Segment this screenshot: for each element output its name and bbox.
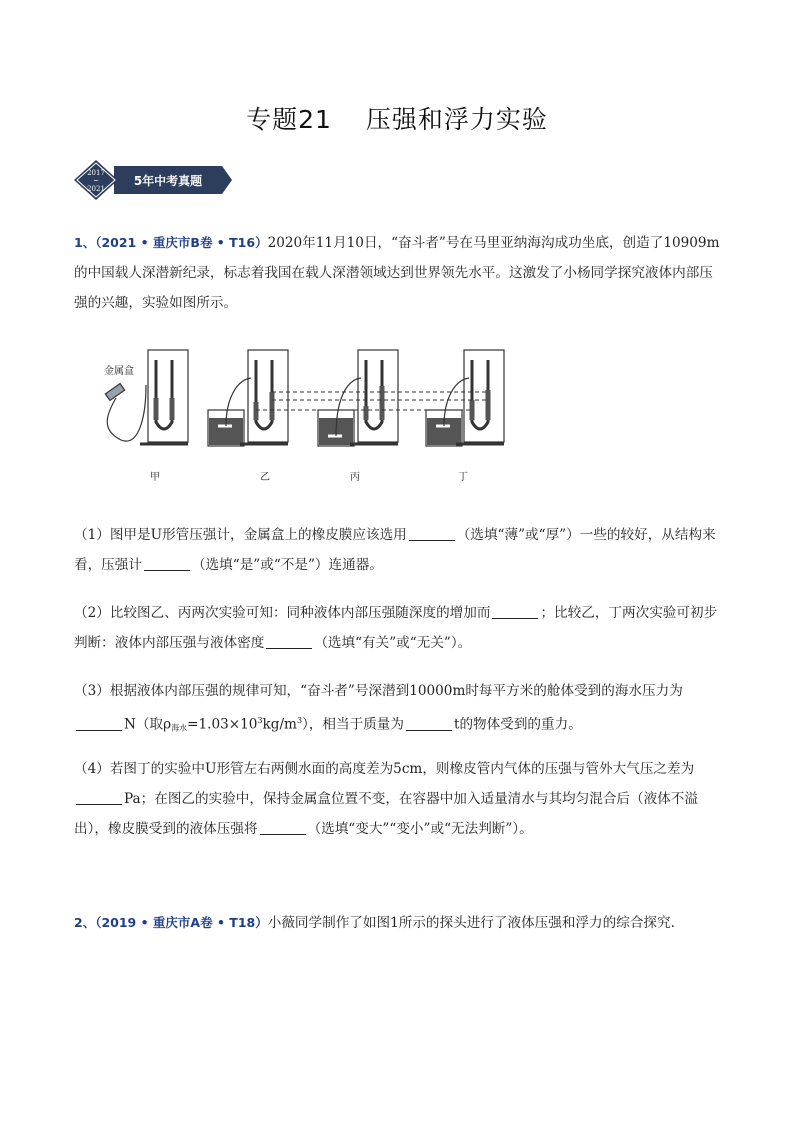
- label-bing: 丙: [350, 472, 360, 483]
- badge-tilde: ~: [93, 177, 99, 185]
- answer-blank[interactable]: [409, 526, 455, 541]
- label-metal-box: 金属盒: [104, 366, 134, 377]
- answer-blank[interactable]: [76, 790, 122, 805]
- question-1-part-2: （2）比较图乙、丙两次实验可知：同种液体内部压强随深度的增加而 ；比较乙，丁两次实验可初步判断：液体内部压强与液体密度 （选填“有关”或“无关”）。: [74, 605, 718, 651]
- title-topic-name: 压强和浮力实验: [365, 105, 548, 134]
- label-jia: 甲: [150, 472, 160, 483]
- question-1-source: 1、（2021 • 重庆市B卷 • T16）: [74, 235, 268, 250]
- question-2: [74, 908, 724, 938]
- experiment-figure: [76, 340, 506, 490]
- title-topic-number: 专题21: [246, 105, 332, 134]
- answer-blank[interactable]: [260, 820, 306, 835]
- question-2-text: 小薇同学制作了如图1所示的探头进行了液体压强和浮力的综合探究.: [267, 915, 675, 931]
- label-yi: 乙: [260, 472, 270, 483]
- page-title: [0, 100, 794, 136]
- question-1-part-3: （3）根据液体内部压强的规律可知，“奋斗者”号深潜到10000m时每平方米的舱体受到的海水压力为 N（取$\rho_{海水}=1.03\times 10^3kg/m^3$），相当于质量为 t的物体受到的重力。: [74, 683, 683, 733]
- answer-blank[interactable]: [492, 604, 538, 619]
- badge-label: 5年中考真题: [133, 174, 203, 188]
- question-1-text: 2020年11月10日，“奋斗者”号在马里亚纳海沟成功坐底，创造了10909m的中国载人深潜新纪录，标志着我国在载人深潜领域达到世界领先水平。这激发了小杨同学探究液体内部压强的兴趣，实验如图所示。: [74, 235, 720, 311]
- metal-box: [105, 384, 124, 401]
- answer-blank[interactable]: [406, 716, 452, 731]
- answer-blank[interactable]: [144, 556, 190, 571]
- question-1-part-4: （4）若图丁的实验中U形管左右两侧水面的高度差为5cm，则橡皮管内气体的压强与管外大气压之差为 Pa；在图乙的实验中，保持金属盒位置不变，在容器中加入适量清水与其均匀混合后（液体不溢出），橡皮膜受到的液体压强将 （选填“变大”“变小”或“无法判断”）。: [74, 761, 698, 837]
- answer-blank[interactable]: [76, 716, 122, 731]
- label-ding: 丁: [458, 472, 468, 483]
- badge-year-end: 2021: [87, 185, 105, 193]
- question-1-intro: [74, 228, 724, 318]
- answer-blank[interactable]: [266, 634, 312, 649]
- badge-year-start: 2017: [87, 169, 105, 177]
- section-badge: [74, 160, 234, 200]
- question-2-source: 2、（2019 • 重庆市A卷 • T18）: [74, 915, 268, 930]
- question-1-part-1: （1）图甲是U形管压强计，金属盒上的橡皮膜应该选用 （选填“薄”或“厚”）一些的较好，从结构来看，压强计 （选填“是”或“不是”）连通器。: [74, 527, 716, 573]
